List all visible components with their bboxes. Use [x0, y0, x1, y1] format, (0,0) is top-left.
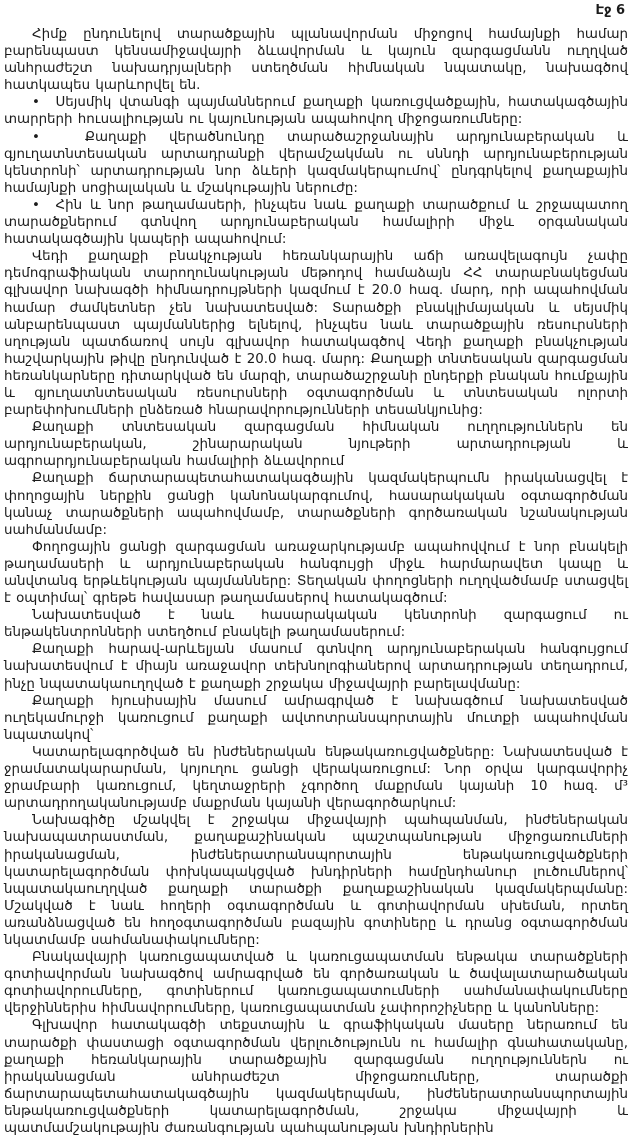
paragraph: Քաղաքի ճարտարապետահատակագծային կազմակերպումն իրականացվել է փողոցային ներքին ցանցի կանոնակարգումով, հասարակական օգտագործման կանաչ տարածքների ապահովմամբ, տարածքների գործառական նշանակության սահմանմամբ:	[4, 471, 628, 538]
paragraph: Նախատեսված է նաև հասարակական կենտրոնի զարգացում ու ենթակենտրոնների ստեղծում բնակելի թաղամասերում:	[4, 608, 628, 641]
bullet-paragraph: • Սեյսմիկ վտանգի պայմաններում քաղաքի կառուցվածքային, հատակագծային տարրերի հուսալիության ու կայունության ապահովող միջոցառումները:	[4, 95, 628, 128]
paragraph: Քաղաքի հարավ-արևելյան մասում գտնվող արդյունաբերական հանգույցում նախատեսվում է միայն առաջավոր տեխնոլոգիաներով արտադրության տեղադրում, ինչը նպատակաուղղված է քաղաքի շրջակա միջավայրի բարելավմանը:	[4, 642, 628, 692]
paragraph: Քաղաքի տնտեսական զարգացման հիմնական ուղղություններն են արդյունաբերական, շինարարական նյութերի արտադրության և ագրոարդյունաբերական համալիրի ձևավորում	[4, 420, 628, 470]
paragraph: Փողոցային ցանցի զարգացման առաջարկությամբ ապահովվում է նոր բնակելի թաղամասերի և արդյունաբերական հանգույցի միջև հարմարավետ կապը և անվտանգ երթևեկության պայմանները: Տեղական փողոցների ուղղվածմամբ ստացվել է օպտիմալ՝ գրեթե հավասար թաղամասերով հատակագծում:	[4, 539, 628, 607]
paragraph: Նախագիծը մշակվել է շրջակա միջավայրի պահպանման, ինժեներական նախապատրաստման, քաղաքաշինական պաշտպանության միջոցառումների իրականացման, ինժեներատրանսպորտային ենթակառուցվածքների կատարելագործման փոխկապակցված խնդիրների համընդհանուր լուծումներով՝ նպատակաուղղված քաղաքի տարածքի քաղաքաշինական կազմակերպմանը: Մշակված է նաև հողերի օգտագործման և գոտիավորման սխեման, որտեղ առանձնացված են հողօգտագործման բազային գոտիները և դրանց օգտագործման նկատմամբ սահմանափակումները:	[4, 813, 628, 948]
paragraph: Վեդի քաղաքի բնակչության հեռանկարային աճի առավելագույն չափը դեմոգրաֆիական տարողունակության մեթոդով համաձայն ՀՀ տարաբնակեցման գլխավոր նախագծի հիմնադրույթների կազմում է 20.0 հազ. մարդ, որի ապահովման համար ժամկետներ չեն նախատեսված: Տարածքի բնակլիմայական և սեյսմիկ անբարենպաստ պայմաններից ելնելով, ինչպես նաև տարածքային ռեսուրսների սղության պատճառով սույն գլխավոր հատակագծով Վեդի քաղաքի բնակչության հաշվարկային թիվը ընդունված է 20.0 հազ. մարդ: Քաղաքի տնտեսական զարգացման հեռանկարները դիտարկված են մարզի, տարածաշրջանի ընդերքի բնական հումքային և գյուղատնտեսական ռեսուրսների օգտագործման և տնտեսական ոլորտի բարեփոխումների ընձեռած հնարավորությունների տեսանկյունից:	[4, 249, 628, 419]
paragraph: Քաղաքի հյուսիսային մասում ամրագրված է նախագծում նախատեսված ուղեկամուրջի կառուցում քաղաքի ավտոտրանսպորտային մուտքի ապահովման նպատակով՝	[4, 693, 628, 743]
paragraph: Կատարելագործված են ինժեներական ենթակառուցվածքները: Նախատեսված է ջրամատակարարման, կոյուղու ցանցի վերակառուցում: Նոր օրվա կարգավորիչ ջրամբարի կառուցում, կեղտաջրերի չգործող մաքրման կայանի 10 հազ. մ³ արտադրողականությամբ մաքրման կայանի վերագործարկում:	[4, 744, 628, 812]
bullet-paragraph: • Հին և նոր թաղամասերի, ինչպես նաև քաղաքի տարածքում և շրջապատող տարածքներում գտնվող արդյունաբերական համալիրի միջև օրգանական հատակագծային կապերի ապահովում:	[4, 197, 628, 248]
paragraph: Հիմք ընդունելով տարածքային պլանավորման միջոցով համայնքի համար բարենպաստ կենսամիջավայրի ձևավորման և կայուն զարգացմանն ուղղված անհրաժեշտ նախադրյալների ստեղծման հիմնական նպատակը, նախագծով հատկապես կարևորվել են.	[4, 27, 628, 94]
page-number: Էջ 6	[595, 3, 625, 18]
bullet-paragraph: • Քաղաքի վերածնունդը տարածաշրջանային արդյունաբերական և գյուղատնտեսական արտադրանքի վերամշակման ու սննդի արդյունաբերության կենտրոնի՝ արտադրության նոր ձևերի կազմակերպումով՝ ընդգրկելով քաղաքային համայնքի սոցիալական և մշակութային ներուժը:	[4, 129, 628, 196]
document-body	[4, 26, 628, 1137]
paragraph: Գլխավոր հատակագծի տեքստային և գրաֆիկական մասերը ներառում են տարածքի փաստացի օգտագործման վերլուծությունն ու համալիր գնահատականը, քաղաքի հեռանկարային տարածքային զարգացման ուղղություններն ու իրականացման անհրաժեշտ միջոցառումները, տարածքի ճարտարապետահատակագծային կազմակերպման, ինժեներատրանսպորտային ենթակառուցվածքների կատարելագործման, շրջակա միջավայրի և պատմամշակութային ժառանգության պահպանության խնդիրներին	[4, 1018, 628, 1136]
paragraph: Բնակավայրի կառուցապատված և կառուցապատման ենթակա տարածքների գոտիավորման նախագծով ամրագրված են գործառական և ծավալատարածական գոտիավորումները, գոտիներում կառուցապատումների սահմանափակումները վերջիններիս հիմնավորումները, կառուցապատման չափորոշիչները և կանոնները:	[4, 950, 628, 1017]
